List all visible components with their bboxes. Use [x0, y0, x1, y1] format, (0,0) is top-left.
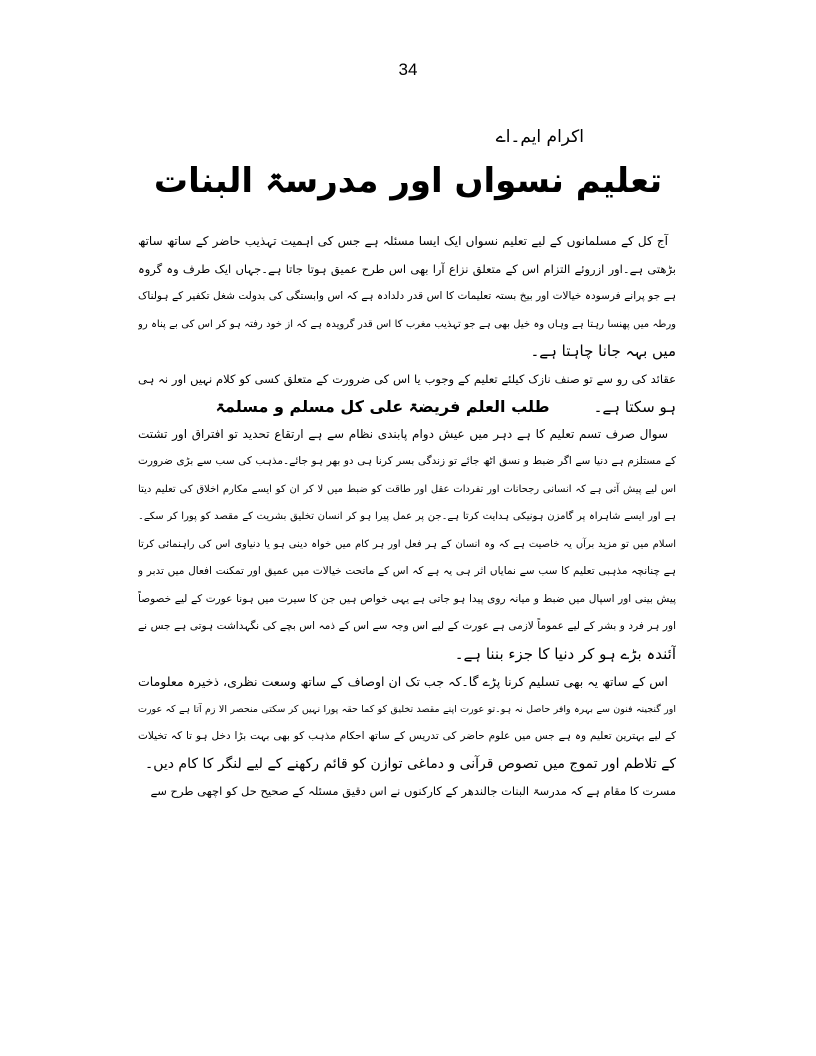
- body-line: کے لیے بہترین تعلیم وہ ہے جس میں علوم حاضر کی تدریس کے ساتھ احکام مذہب کو بھی بہت بڑا دخل ہو تا کہ تخیلات: [138, 730, 676, 742]
- body-line: اس کے ساتھ یہ بھی تسلیم کرنا پڑے گا۔کہ جب تک ان اوصاف کے ساتھ وسعت نظری، ذخیرہ معلومات: [138, 674, 668, 689]
- body-line: ہے جو پرانے فرسودہ خیالات اور بیخ بستہ تعلیمات کا اس قدر دلدادہ ہے کہ اس وابستگی کی بدولت شغل تکفیر کے ہولناک: [138, 290, 676, 302]
- dua-lead: ہو سکتا ہے۔: [593, 398, 676, 416]
- article-body: [138, 228, 676, 806]
- body-line: ہے اور ایسے شاہراہ پر گامزن ہونیکی ہدایت کرتا ہے۔جن پر عمل پیرا ہو کر انسان تخلیق بشریت کے مقصد کو پورا کر سکے۔: [138, 511, 676, 522]
- body-line: ورطہ میں پھنسا رہتا ہے وہاں وہ خیل بھی ہے جو تہذیب مغرب کا اس قدر گرویدہ ہے کہ از خود رفتہ ہو کر اس کی بے پناہ رو: [138, 318, 676, 330]
- body-line: بڑھتی ہے۔اور ازروئے التزام اس کے متعلق نزاع آرا بھی اس طرح عمیق ہوتا جاتا ہے۔جہاں ایک طرف وہ گروہ: [138, 261, 676, 276]
- body-line: اس لیے پیش آتی ہے کہ انسانی رجحانات اور تفردات عقل اور طاقت کو ضبط میں لا کر ان کو ایسے مکارم اخلاق کی تعلیم دیتا: [138, 483, 676, 495]
- body-line: آئندہ بڑے ہو کر دنیا کا جزء بننا ہے۔: [454, 644, 676, 663]
- body-line: سوال صرف تسم تعلیم کا ہے دہر میں عیش دوام پابندی نظام سے ہے ارتقاع تحدید تو افتراق اور تشتت: [138, 426, 668, 441]
- dua-line: [138, 393, 676, 421]
- body-line: اسلام میں تو مزید برآں یہ خاصیت ہے کہ وہ انسان کے ہر فعل اور ہر کام میں خواہ دینی ہو یا دنیاوی اس کی راہنمائی کرتا: [138, 538, 676, 550]
- body-line: کے مستلزم ہے دنیا سے اگر ضبط و نسق اٹھ جائے تو زندگی بسر کرنا ہی دو بھر ہو جائے۔مذہب کی سب سے بڑی ضرورت: [138, 455, 676, 467]
- body-line: عقائد کی رو سے تو صنف نازک کیلئے تعلیم کے وجوب یا اس کی ضرورت کے متعلق کسی کو کلام نہیں اور نہ ہی: [138, 371, 676, 386]
- author-name: اکرام ایم۔اے: [495, 127, 584, 147]
- body-line: میں بہہ جانا چاہتا ہے۔: [530, 342, 676, 360]
- body-line: پیش بینی اور اسپال میں ضبط و میانہ روی پیدا ہو جاتی ہے یہی خواص ہیں جن کا سیرت میں ہونا عورت کے لیے خصوصاً: [138, 592, 676, 605]
- body-line: ہے چنانچہ مذہبی تعلیم کا سب سے نمایاں اثر ہی یہ ہے کہ اس کے ماتحت خیالات میں عمیق اور تمکنت افعال میں تدبر و: [138, 565, 676, 577]
- body-line: اور ہر فرد و بشر کے لیے عموماً لازمی ہے عورت کے لیے اس وجہ سے اس کے ذمہ اس بچے کی نگہداشت ہوتی ہے جس نے: [138, 620, 676, 632]
- body-line: کے تلاطم اور تموج میں تصوص قرآنی و دماغی توازن کو قائم رکھنے کے لیے لنگر کا کام دیں۔: [144, 755, 676, 772]
- body-line: مسرت کا مقام ہے کہ مدرسۃ البنات جالندھر کے کارکنوں نے اس دقیق مسئلہ کے صحیح حل کو اچھی طرح سے: [150, 784, 676, 798]
- arabic-saying: طلب العلم فریضۃ علی کل مسلم و مسلمۃ: [215, 397, 550, 416]
- article-title: تعلیم نسواں اور مدرسۃ البنات: [153, 161, 663, 201]
- body-line: آج کل کے مسلمانوں کے لیے تعلیم نسواں ایک ایسا مسئلہ ہے جس کی اہمیت تہذیب حاضر کے ساتھ ساتھ: [138, 234, 668, 248]
- page-number: 34: [398, 60, 418, 79]
- body-line: اور گنجینہ فنون سے بہرہ وافر حاصل نہ ہو۔تو عورت اپنے مقصد تخلیق کو کما حقہ پورا نہیں کر سکتی منحصر الا زم آتا ہے کہ عورت: [138, 703, 676, 715]
